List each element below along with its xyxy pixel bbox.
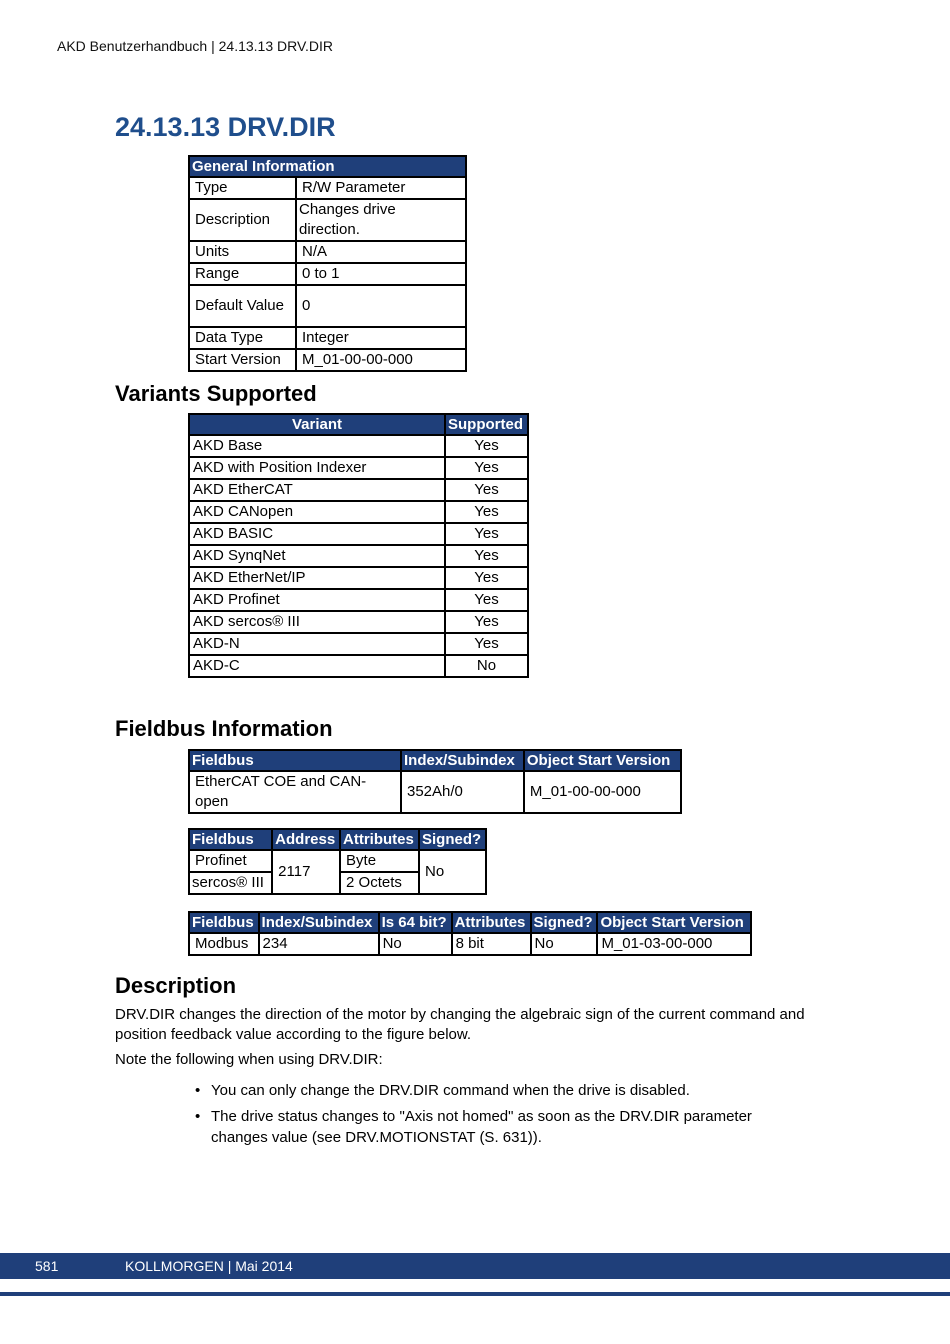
table-row [189,771,681,813]
page-number: 581 [35,1258,59,1274]
row-label: Units [189,241,296,263]
index-column-header: Index/Subindex [259,912,379,933]
variant-cell: AKD SynqNet [189,545,445,567]
variant-cell: AKD BASIC [189,523,445,545]
table-row [189,241,466,263]
index-cell: 352Ah/0 [401,771,524,813]
variant-cell: AKD-N [189,633,445,655]
variant-cell: AKD Base [189,435,445,457]
signed-column-header: Signed? [531,912,598,933]
row-label: Default Value [189,285,296,327]
supported-cell: No [445,655,528,677]
attributes-cell: 8 bit [452,933,531,955]
fieldbus-cell: Profinet [189,850,272,872]
bullet-icon: • [195,1108,201,1125]
fieldbus-heading: Fieldbus Information [115,716,333,741]
general-info-heading: General Information [189,156,466,177]
table-row [189,479,528,501]
list-item [115,1106,795,1148]
table-row [189,435,528,457]
fieldbus-cell: Modbus [189,933,259,955]
version-column-header: Object Start Version [524,750,681,771]
variant-cell: AKD EtherCAT [189,479,445,501]
list-item-text: You can only change the DRV.DIR command when the drive is disabled. [211,1082,690,1099]
row-value: N/A [296,241,466,263]
table-row [189,199,466,241]
fieldbus-column-header: Fieldbus [189,750,401,771]
attributes-column-header: Attributes [452,912,531,933]
is64bit-column-header: Is 64 bit? [379,912,452,933]
fieldbus-ethercat-table [188,749,682,814]
index-cell: 234 [259,933,379,955]
attributes-cell: 2 Octets [340,872,419,894]
address-column-header: Address [272,829,340,850]
description-heading: Description [115,973,237,998]
variant-cell: AKD-C [189,655,445,677]
address-cell: 2117 [272,850,340,894]
index-column-header: Index/Subindex [401,750,524,771]
fieldbus-column-header: Fieldbus [189,829,272,850]
description-paragraph: DRV.DIR changes the direction of the motor by changing the algebraic sign of the current command and position feedback value according to the figure below. [115,1006,805,1043]
list-item-text: The drive status changes to "Axis not homed" as soon as the DRV.DIR parameter changes value (see DRV.MOTIONSTAT (S. 631)). [211,1108,752,1146]
variant-cell: AKD sercos® III [189,611,445,633]
variant-cell: AKD CANopen [189,501,445,523]
supported-cell: Yes [445,611,528,633]
table-row [189,933,751,955]
version-cell: M_01-03-00-000 [597,933,751,955]
row-label: Range [189,263,296,285]
list-item [115,1080,795,1101]
general-info-table [188,155,467,372]
supported-cell: Yes [445,545,528,567]
table-row [189,633,528,655]
fieldbus-profinet-table [188,828,487,895]
row-value: 0 [296,285,466,327]
footer-divider [0,1292,950,1296]
footer-text: KOLLMORGEN | Mai 2014 [125,1258,293,1274]
fieldbus-column-header: Fieldbus [189,912,259,933]
row-value: R/W Parameter [296,177,466,199]
signed-cell: No [531,933,598,955]
supported-cell: Yes [445,435,528,457]
supported-cell: Yes [445,567,528,589]
signed-column-header: Signed? [419,829,486,850]
running-header: AKD Benutzerhandbuch | 24.13.13 DRV.DIR [57,38,334,54]
footer-bar [0,1253,950,1279]
variant-column-header: Variant [189,414,445,435]
row-label: Start Version [189,349,296,371]
fieldbus-cell: EtherCAT COE and CAN-open [189,771,401,813]
table-row [189,457,528,479]
attributes-cell: Byte [340,850,419,872]
row-value: Integer [296,327,466,349]
table-row [189,263,466,285]
supported-cell: Yes [445,633,528,655]
row-value: M_01-00-00-000 [296,349,466,371]
supported-cell: Yes [445,457,528,479]
row-value: 0 to 1 [296,263,466,285]
table-row [189,545,528,567]
table-row [189,567,528,589]
row-label: Data Type [189,327,296,349]
row-value: Changes drive direction. [296,199,466,241]
variant-cell: AKD EtherNet/IP [189,567,445,589]
supported-cell: Yes [445,479,528,501]
table-row [189,655,528,677]
fieldbus-cell: sercos® III [189,872,272,894]
is64bit-cell: No [379,933,452,955]
signed-cell: No [419,850,486,894]
table-row [189,349,466,371]
attributes-column-header: Attributes [340,829,419,850]
row-label: Description [189,199,296,241]
bullet-icon: • [195,1082,201,1099]
table-row [189,501,528,523]
notes-list [115,1080,795,1153]
fieldbus-modbus-table [188,911,752,956]
page-title: 24.13.13 DRV.DIR [115,112,336,142]
supported-cell: Yes [445,589,528,611]
table-row [189,285,466,327]
row-label: Type [189,177,296,199]
supported-column-header: Supported [445,414,528,435]
version-column-header: Object Start Version [597,912,751,933]
supported-cell: Yes [445,523,528,545]
note-intro: Note the following when using DRV.DIR: [115,1051,383,1068]
supported-cell: Yes [445,501,528,523]
variant-cell: AKD Profinet [189,589,445,611]
version-cell: M_01-00-00-000 [524,771,681,813]
table-row [189,589,528,611]
variants-table [188,413,529,678]
table-row [189,523,528,545]
variants-heading: Variants Supported [115,381,317,406]
variant-cell: AKD with Position Indexer [189,457,445,479]
table-row [189,850,486,872]
table-row [189,177,466,199]
table-row [189,611,528,633]
table-row [189,327,466,349]
